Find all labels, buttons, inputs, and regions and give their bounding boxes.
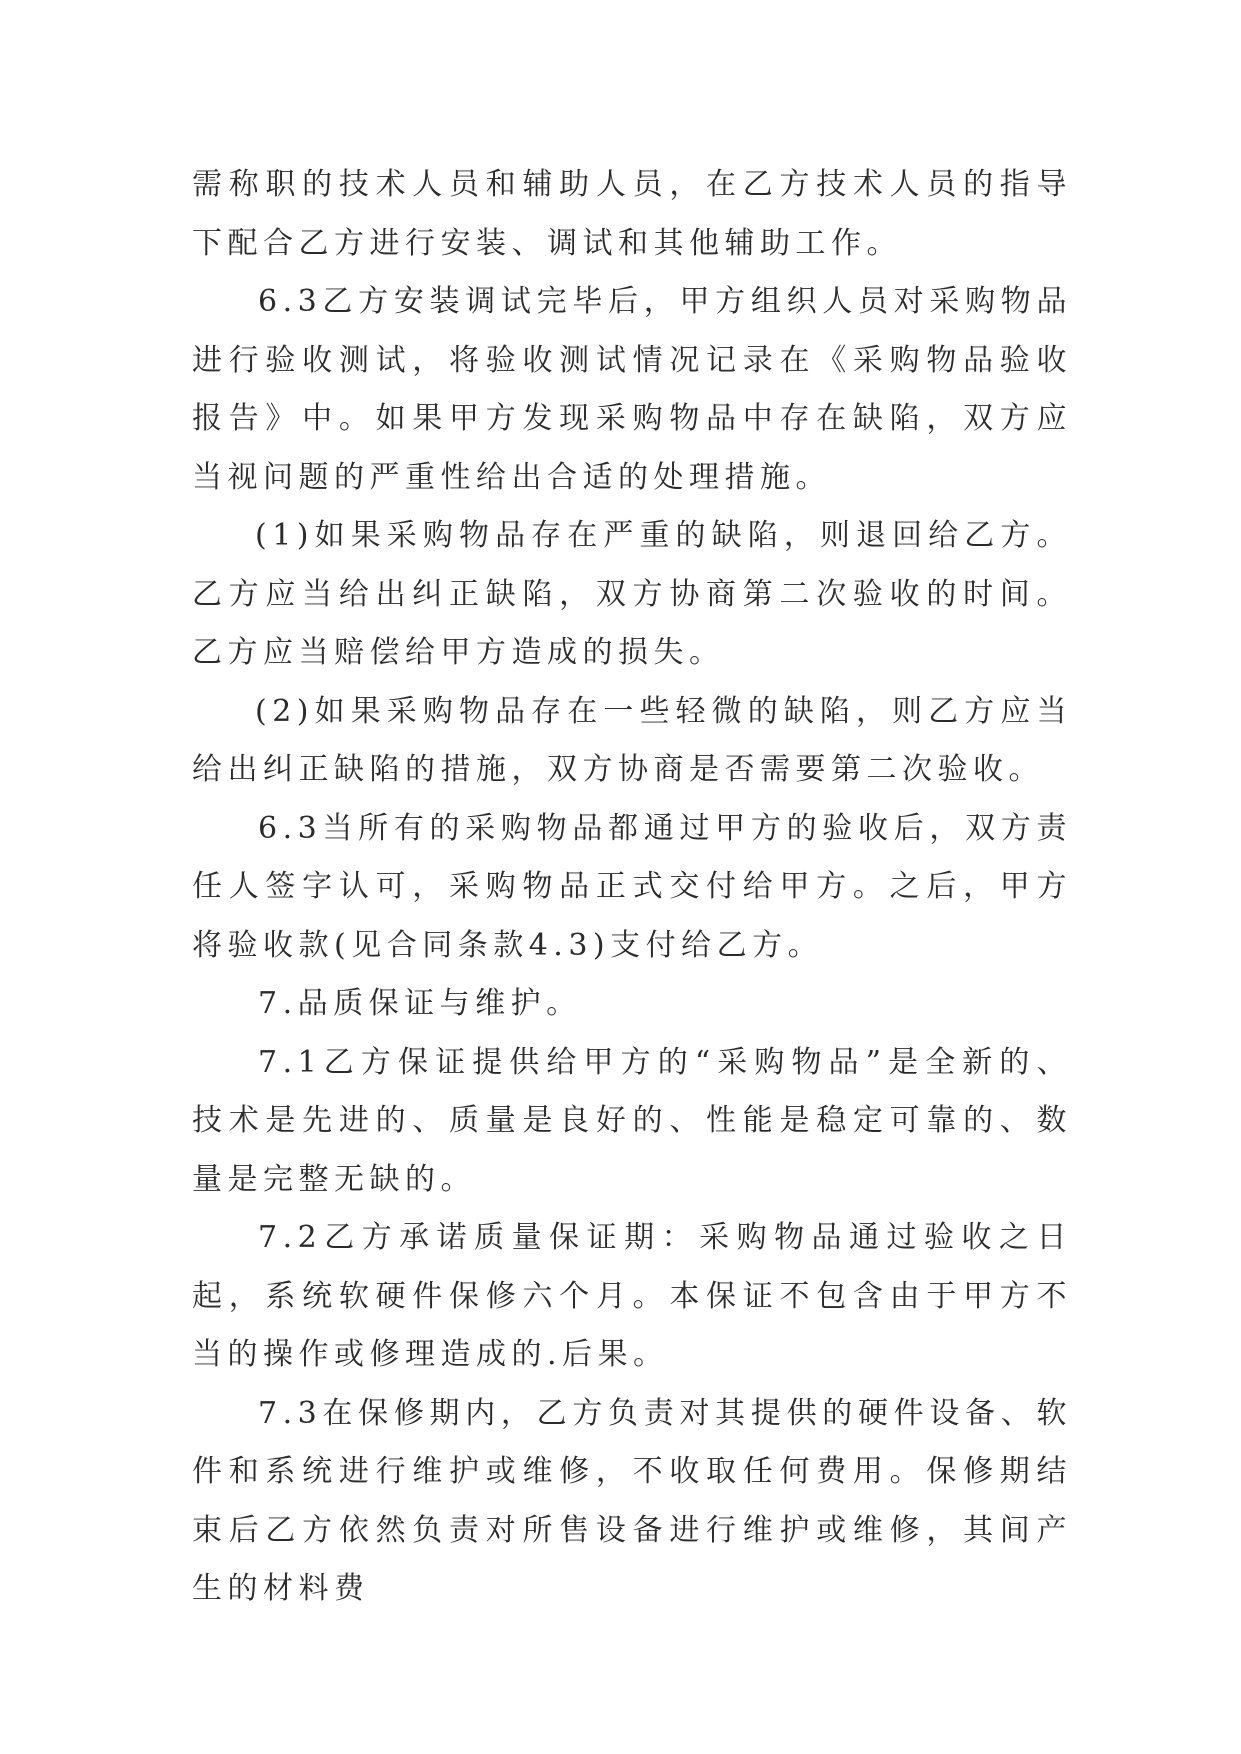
paragraph-7-heading: 7.品质保证与维护。 <box>258 986 582 1021</box>
paragraph-item-1-serious-defect: (1)如果采购物品存在严重的缺陷，则退回给乙方。乙方应当给出纠正缺陷，双方协商第二次验收的时间。乙方应当赔偿给甲方造成的损失。 <box>192 518 1072 670</box>
document-body <box>192 156 1072 1619</box>
paragraph-continuation: 需称职的技术人员和辅助人员，在乙方技术人员的指导下配合乙方进行安装、调试和其他辅助工作。 <box>192 167 1072 261</box>
paragraph-6-3-acceptance-test: 6.3乙方安装调试完毕后，甲方组织人员对采购物品进行验收测试，将验收测试情况记录在《采购物品验收报告》中。如果甲方发现采购物品中存在缺陷，双方应当视问题的严重性给出合适的处理措施。 <box>192 284 1072 495</box>
paragraph-7-3-maintenance: 7.3在保修期内，乙方负责对其提供的硬件设备、软件和系统进行维护或维修，不收取任何费用。保修期结束后乙方依然负责对所售设备进行维护或维修，其间产生的材料费 <box>192 1395 1072 1606</box>
paragraph-7-1-quality-guarantee: 7.1乙方保证提供给甲方的“采购物品”是全新的、技术是先进的、质量是良好的、性能是稳定可靠的、数量是完整无缺的。 <box>192 1044 1072 1197</box>
paragraph-6-3-delivery: 6.3当所有的采购物品都通过甲方的验收后，双方责任人签字认可，采购物品正式交付给甲方。之后，甲方将验收款(见合同条款4.3)支付给乙方。 <box>192 810 1072 963</box>
paragraph-item-2-minor-defect: (2)如果采购物品存在一些轻微的缺陷，则乙方应当给出纠正缺陷的措施，双方协商是否需要第二次验收。 <box>192 693 1072 787</box>
paragraph-7-2-warranty-period: 7.2乙方承诺质量保证期：采购物品通过验收之日起，系统软硬件保修六个月。本保证不包含由于甲方不当的操作或修理造成的.后果。 <box>192 1220 1072 1372</box>
